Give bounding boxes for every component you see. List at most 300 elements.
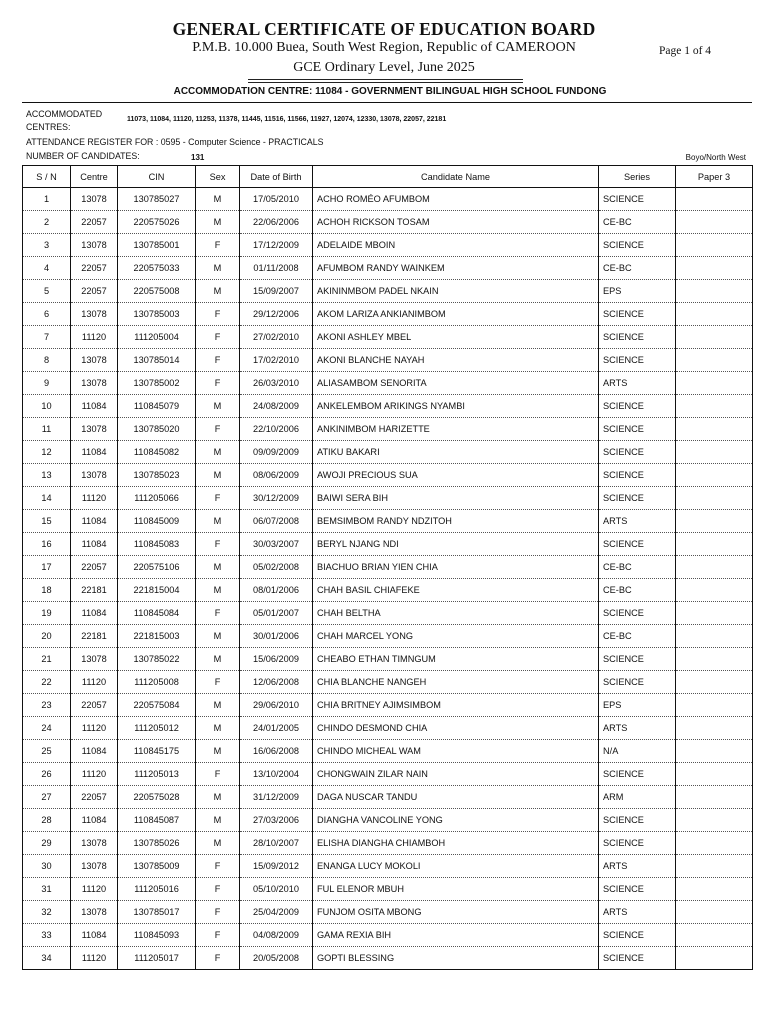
sn-cell: 24 (23, 717, 71, 740)
paper3-cell (676, 441, 753, 464)
candidate-name-cell: ANKINIMBOM HARIZETTE (313, 418, 599, 441)
paper3-cell (676, 280, 753, 303)
centre-cell: 11120 (71, 326, 118, 349)
series-cell: SCIENCE (599, 349, 676, 372)
dob-cell: 08/06/2009 (240, 464, 313, 487)
sn-cell: 3 (23, 234, 71, 257)
candidate-name-cell: BAIWI SERA BIH (313, 487, 599, 510)
series-cell: SCIENCE (599, 234, 676, 257)
dob-cell: 17/12/2009 (240, 234, 313, 257)
sex-cell: F (196, 234, 240, 257)
series-cell: SCIENCE (599, 303, 676, 326)
paper3-cell (676, 786, 753, 809)
sn-cell: 4 (23, 257, 71, 280)
table-row (23, 418, 753, 441)
centre-cell: 11084 (71, 809, 118, 832)
series-cell: CE-BC (599, 625, 676, 648)
paper3-cell (676, 418, 753, 441)
series-cell: SCIENCE (599, 947, 676, 970)
paper3-cell (676, 395, 753, 418)
candidate-name-cell: CHIA BRITNEY AJIMSIMBOM (313, 694, 599, 717)
paper3-cell (676, 924, 753, 947)
paper3-cell (676, 625, 753, 648)
dob-cell: 15/09/2007 (240, 280, 313, 303)
number-of-candidates-label: NUMBER OF CANDIDATES: (26, 151, 140, 161)
candidate-name-cell: CHAH MARCEL YONG (313, 625, 599, 648)
cin-cell: 130785026 (118, 832, 196, 855)
cin-cell: 220575028 (118, 786, 196, 809)
centre-cell: 13078 (71, 855, 118, 878)
dob-cell: 16/06/2008 (240, 740, 313, 763)
series-cell: SCIENCE (599, 188, 676, 211)
series-cell: SCIENCE (599, 441, 676, 464)
cin-cell: 130785022 (118, 648, 196, 671)
series-cell: SCIENCE (599, 832, 676, 855)
sn-cell: 9 (23, 372, 71, 395)
dob-cell: 15/06/2009 (240, 648, 313, 671)
sex-cell: M (196, 694, 240, 717)
header-divider (22, 102, 752, 103)
centre-cell: 13078 (71, 901, 118, 924)
table-row (23, 924, 753, 947)
dob-cell: 30/12/2009 (240, 487, 313, 510)
series-cell: ARTS (599, 855, 676, 878)
dob-cell: 29/06/2010 (240, 694, 313, 717)
dob-cell: 12/06/2008 (240, 671, 313, 694)
centre-cell: 11120 (71, 878, 118, 901)
cin-cell: 110845175 (118, 740, 196, 763)
series-cell: N/A (599, 740, 676, 763)
header-sex: Sex (196, 166, 240, 188)
sex-cell: M (196, 441, 240, 464)
table-row (23, 257, 753, 280)
paper3-cell (676, 211, 753, 234)
centre-cell: 11120 (71, 671, 118, 694)
dob-cell: 24/08/2009 (240, 395, 313, 418)
candidate-name-cell: ELISHA DIANGHA CHIAMBOH (313, 832, 599, 855)
header-paper3: Paper 3 (676, 166, 753, 188)
candidate-name-cell: AKONI BLANCHE NAYAH (313, 349, 599, 372)
centre-cell: 11120 (71, 947, 118, 970)
exam-session: GCE Ordinary Level, June 2025 (293, 60, 475, 75)
number-of-candidates-value: 131 (191, 153, 205, 162)
table-row (23, 878, 753, 901)
sn-cell: 26 (23, 763, 71, 786)
sex-cell: F (196, 349, 240, 372)
dob-cell: 22/06/2006 (240, 211, 313, 234)
series-cell: ARTS (599, 372, 676, 395)
paper3-cell (676, 878, 753, 901)
series-cell: ARTS (599, 510, 676, 533)
paper3-cell (676, 855, 753, 878)
dob-cell: 25/04/2009 (240, 901, 313, 924)
table-header-row (23, 166, 753, 188)
table-row (23, 188, 753, 211)
candidate-name-cell: ATIKU BAKARI (313, 441, 599, 464)
sex-cell: M (196, 809, 240, 832)
table-row (23, 303, 753, 326)
dob-cell: 26/03/2010 (240, 372, 313, 395)
sex-cell: M (196, 717, 240, 740)
sex-cell: F (196, 372, 240, 395)
paper3-cell (676, 349, 753, 372)
sn-cell: 19 (23, 602, 71, 625)
cin-cell: 220575033 (118, 257, 196, 280)
centre-cell: 22057 (71, 257, 118, 280)
cin-cell: 111205013 (118, 763, 196, 786)
accommodated-label-line2: CENTRES: (26, 122, 71, 132)
sex-cell: M (196, 395, 240, 418)
candidate-name-cell: AFUMBOM RANDY WAINKEM (313, 257, 599, 280)
cin-cell: 111205016 (118, 878, 196, 901)
table-row (23, 648, 753, 671)
centre-cell: 13078 (71, 234, 118, 257)
candidate-name-cell: DAGA NUSCAR TANDU (313, 786, 599, 809)
paper3-cell (676, 556, 753, 579)
sex-cell: M (196, 740, 240, 763)
dob-cell: 29/12/2006 (240, 303, 313, 326)
sex-cell: M (196, 510, 240, 533)
accommodated-label-line1: ACCOMMODATED (26, 109, 103, 119)
paper3-cell (676, 234, 753, 257)
accommodation-centre: ACCOMMODATION CENTRE: 11084 - GOVERNMENT BILINGUAL HIGH SCHOOL FUNDONG (173, 86, 607, 97)
title-underline-top (248, 79, 523, 80)
table-row (23, 855, 753, 878)
centre-cell: 13078 (71, 418, 118, 441)
centre-cell: 11084 (71, 533, 118, 556)
sex-cell: M (196, 648, 240, 671)
centre-cell: 22057 (71, 786, 118, 809)
dob-cell: 17/02/2010 (240, 349, 313, 372)
candidate-name-cell: GAMA REXIA BIH (313, 924, 599, 947)
cin-cell: 111205012 (118, 717, 196, 740)
header-sn: S / N (23, 166, 71, 188)
sn-cell: 16 (23, 533, 71, 556)
centre-cell: 22057 (71, 556, 118, 579)
series-cell: CE-BC (599, 579, 676, 602)
table-row (23, 901, 753, 924)
cin-cell: 110845083 (118, 533, 196, 556)
sex-cell: F (196, 855, 240, 878)
sex-cell: M (196, 257, 240, 280)
sex-cell: M (196, 464, 240, 487)
dob-cell: 05/01/2007 (240, 602, 313, 625)
series-cell: CE-BC (599, 211, 676, 234)
candidate-name-cell: BIACHUO BRIAN YIEN CHIA (313, 556, 599, 579)
series-cell: SCIENCE (599, 924, 676, 947)
accommodated-centres-label (26, 108, 102, 134)
sn-cell: 11 (23, 418, 71, 441)
cin-cell: 110845082 (118, 441, 196, 464)
dob-cell: 05/02/2008 (240, 556, 313, 579)
header-centre: Centre (71, 166, 118, 188)
table-row (23, 809, 753, 832)
table-row (23, 740, 753, 763)
series-cell: SCIENCE (599, 648, 676, 671)
centre-cell: 13078 (71, 832, 118, 855)
table-row (23, 510, 753, 533)
header-dob: Date of Birth (240, 166, 313, 188)
dob-cell: 05/10/2010 (240, 878, 313, 901)
paper3-cell (676, 694, 753, 717)
candidate-name-cell: CHAH BELTHA (313, 602, 599, 625)
paper3-cell (676, 487, 753, 510)
sn-cell: 32 (23, 901, 71, 924)
header-series: Series (599, 166, 676, 188)
paper3-cell (676, 372, 753, 395)
dob-cell: 06/07/2008 (240, 510, 313, 533)
sn-cell: 14 (23, 487, 71, 510)
sex-cell: F (196, 326, 240, 349)
attendance-register: ATTENDANCE REGISTER FOR : 0595 - Computer Science - PRACTICALS (26, 137, 324, 147)
cin-cell: 130785014 (118, 349, 196, 372)
table-row (23, 349, 753, 372)
sn-cell: 31 (23, 878, 71, 901)
cin-cell: 221815003 (118, 625, 196, 648)
series-cell: SCIENCE (599, 395, 676, 418)
centre-cell: 11084 (71, 395, 118, 418)
candidate-name-cell: ACHO ROMÉO AFUMBOM (313, 188, 599, 211)
candidate-name-cell: FUL ELENOR MBUH (313, 878, 599, 901)
header-candidate-name: Candidate Name (313, 166, 599, 188)
centre-cell: 22057 (71, 211, 118, 234)
candidate-name-cell: GOPTI BLESSING (313, 947, 599, 970)
centre-cell: 22057 (71, 280, 118, 303)
page-number: Page 1 of 4 (659, 45, 712, 57)
candidate-name-cell: BERYL NJANG NDI (313, 533, 599, 556)
centre-cell: 11084 (71, 510, 118, 533)
centre-cell: 11084 (71, 924, 118, 947)
cin-cell: 110845009 (118, 510, 196, 533)
table-row (23, 625, 753, 648)
sn-cell: 12 (23, 441, 71, 464)
sn-cell: 7 (23, 326, 71, 349)
cin-cell: 220575008 (118, 280, 196, 303)
paper3-cell (676, 464, 753, 487)
sex-cell: M (196, 211, 240, 234)
cin-cell: 130785003 (118, 303, 196, 326)
series-cell: EPS (599, 280, 676, 303)
cin-cell: 110845093 (118, 924, 196, 947)
table-row (23, 763, 753, 786)
board-address: P.M.B. 10.000 Buea, South West Region, Republic of CAMEROON (192, 40, 576, 55)
sex-cell: F (196, 602, 240, 625)
table-row (23, 464, 753, 487)
candidate-name-cell: ANKELEMBOM ARIKINGS NYAMBI (313, 395, 599, 418)
centre-cell: 22057 (71, 694, 118, 717)
dob-cell: 08/01/2006 (240, 579, 313, 602)
sn-cell: 20 (23, 625, 71, 648)
sn-cell: 15 (23, 510, 71, 533)
table-body (23, 188, 753, 970)
sn-cell: 22 (23, 671, 71, 694)
table-row (23, 947, 753, 970)
centre-cell: 11084 (71, 441, 118, 464)
table-row (23, 326, 753, 349)
candidate-name-cell: CHONGWAIN ZILAR NAIN (313, 763, 599, 786)
paper3-cell (676, 510, 753, 533)
paper3-cell (676, 188, 753, 211)
table-row (23, 556, 753, 579)
table-row (23, 832, 753, 855)
candidate-name-cell: ENANGA LUCY MOKOLI (313, 855, 599, 878)
paper3-cell (676, 717, 753, 740)
candidate-name-cell: AWOJI PRECIOUS SUA (313, 464, 599, 487)
candidate-name-cell: CHAH BASIL CHIAFEKE (313, 579, 599, 602)
series-cell: SCIENCE (599, 878, 676, 901)
sn-cell: 18 (23, 579, 71, 602)
paper3-cell (676, 671, 753, 694)
paper3-cell (676, 602, 753, 625)
cin-cell: 130785002 (118, 372, 196, 395)
series-cell: SCIENCE (599, 763, 676, 786)
series-cell: SCIENCE (599, 809, 676, 832)
sn-cell: 28 (23, 809, 71, 832)
paper3-cell (676, 326, 753, 349)
centre-cell: 13078 (71, 349, 118, 372)
sex-cell: M (196, 188, 240, 211)
candidate-name-cell: CHINDO MICHEAL WAM (313, 740, 599, 763)
region: Boyo/North West (685, 153, 746, 162)
dob-cell: 22/10/2006 (240, 418, 313, 441)
dob-cell: 27/03/2006 (240, 809, 313, 832)
series-cell: ARM (599, 786, 676, 809)
sn-cell: 30 (23, 855, 71, 878)
paper3-cell (676, 579, 753, 602)
centre-cell: 13078 (71, 464, 118, 487)
candidate-name-cell: BEMSIMBOM RANDY NDZITOH (313, 510, 599, 533)
centre-cell: 13078 (71, 303, 118, 326)
dob-cell: 28/10/2007 (240, 832, 313, 855)
dob-cell: 30/01/2006 (240, 625, 313, 648)
table-row (23, 395, 753, 418)
series-cell: ARTS (599, 901, 676, 924)
candidate-name-cell: CHEABO ETHAN TIMNGUM (313, 648, 599, 671)
series-cell: SCIENCE (599, 418, 676, 441)
series-cell: SCIENCE (599, 533, 676, 556)
table-row (23, 671, 753, 694)
dob-cell: 13/10/2004 (240, 763, 313, 786)
sn-cell: 1 (23, 188, 71, 211)
sn-cell: 8 (23, 349, 71, 372)
paper3-cell (676, 947, 753, 970)
sex-cell: F (196, 763, 240, 786)
series-cell: CE-BC (599, 257, 676, 280)
sex-cell: M (196, 556, 240, 579)
table-row (23, 602, 753, 625)
cin-cell: 130785020 (118, 418, 196, 441)
sn-cell: 23 (23, 694, 71, 717)
dob-cell: 24/01/2005 (240, 717, 313, 740)
table-row (23, 441, 753, 464)
sex-cell: F (196, 487, 240, 510)
sn-cell: 5 (23, 280, 71, 303)
paper3-cell (676, 533, 753, 556)
dob-cell: 01/11/2008 (240, 257, 313, 280)
cin-cell: 130785009 (118, 855, 196, 878)
paper3-cell (676, 740, 753, 763)
dob-cell: 09/09/2009 (240, 441, 313, 464)
candidate-name-cell: ACHOH RICKSON TOSAM (313, 211, 599, 234)
attendance-table (22, 165, 753, 970)
centre-cell: 11084 (71, 602, 118, 625)
cin-cell: 111205066 (118, 487, 196, 510)
candidate-name-cell: ALIASAMBOM SENORITA (313, 372, 599, 395)
centre-cell: 11120 (71, 717, 118, 740)
sex-cell: F (196, 418, 240, 441)
sn-cell: 29 (23, 832, 71, 855)
sn-cell: 21 (23, 648, 71, 671)
board-title: GENERAL CERTIFICATE OF EDUCATION BOARD (172, 19, 596, 39)
sex-cell: F (196, 671, 240, 694)
dob-cell: 20/05/2008 (240, 947, 313, 970)
sn-cell: 17 (23, 556, 71, 579)
cin-cell: 111205008 (118, 671, 196, 694)
table-row (23, 280, 753, 303)
sex-cell: M (196, 280, 240, 303)
paper3-cell (676, 648, 753, 671)
sex-cell: M (196, 625, 240, 648)
cin-cell: 111205017 (118, 947, 196, 970)
paper3-cell (676, 763, 753, 786)
sex-cell: F (196, 924, 240, 947)
series-cell: SCIENCE (599, 487, 676, 510)
series-cell: CE-BC (599, 556, 676, 579)
paper3-cell (676, 257, 753, 280)
cin-cell: 130785023 (118, 464, 196, 487)
centre-cell: 13078 (71, 648, 118, 671)
cin-cell: 110845079 (118, 395, 196, 418)
centre-cell: 22181 (71, 625, 118, 648)
series-cell: SCIENCE (599, 671, 676, 694)
candidate-name-cell: ADELAIDE MBOIN (313, 234, 599, 257)
centre-cell: 11084 (71, 740, 118, 763)
centre-cell: 13078 (71, 188, 118, 211)
candidate-name-cell: AKININMBOM PADEL NKAIN (313, 280, 599, 303)
table-row (23, 533, 753, 556)
sex-cell: F (196, 901, 240, 924)
table-row (23, 717, 753, 740)
sn-cell: 10 (23, 395, 71, 418)
paper3-cell (676, 303, 753, 326)
sn-cell: 33 (23, 924, 71, 947)
table-row (23, 234, 753, 257)
sn-cell: 2 (23, 211, 71, 234)
centre-cell: 22181 (71, 579, 118, 602)
table-row (23, 694, 753, 717)
series-cell: SCIENCE (599, 464, 676, 487)
paper3-cell (676, 832, 753, 855)
table-row (23, 579, 753, 602)
candidate-name-cell: DIANGHA VANCOLINE YONG (313, 809, 599, 832)
candidate-name-cell: AKONI ASHLEY MBEL (313, 326, 599, 349)
cin-cell: 130785027 (118, 188, 196, 211)
cin-cell: 110845087 (118, 809, 196, 832)
title-underline-bottom (248, 82, 523, 83)
sex-cell: M (196, 579, 240, 602)
dob-cell: 30/03/2007 (240, 533, 313, 556)
dob-cell: 04/08/2009 (240, 924, 313, 947)
paper3-cell (676, 809, 753, 832)
sn-cell: 34 (23, 947, 71, 970)
series-cell: SCIENCE (599, 602, 676, 625)
dob-cell: 31/12/2009 (240, 786, 313, 809)
sn-cell: 13 (23, 464, 71, 487)
sex-cell: M (196, 786, 240, 809)
sex-cell: M (196, 832, 240, 855)
table-row (23, 786, 753, 809)
candidate-name-cell: AKOM LARIZA ANKIANIMBOM (313, 303, 599, 326)
